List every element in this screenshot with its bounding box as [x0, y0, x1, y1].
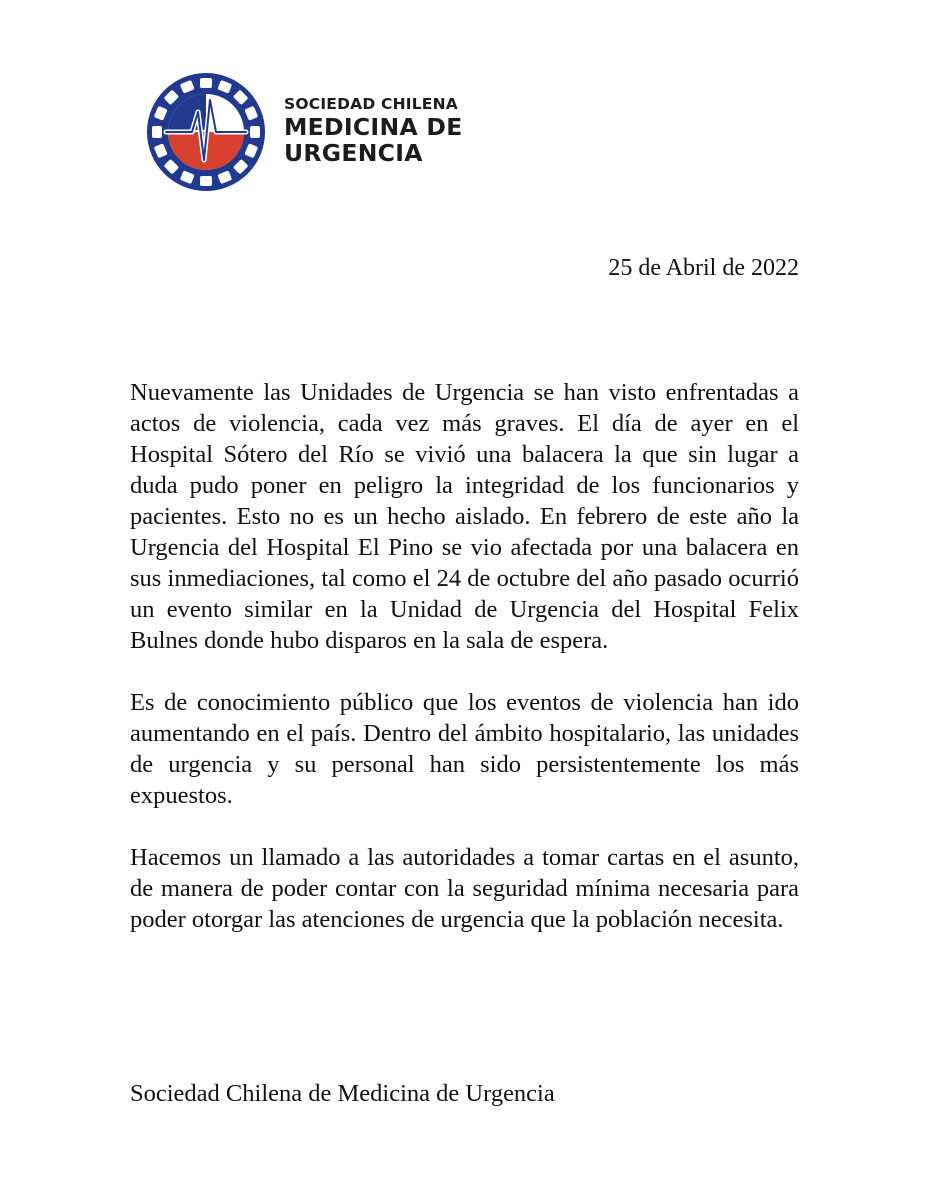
logo-ring-tile — [200, 78, 212, 88]
org-name-line1: SOCIEDAD CHILENA — [284, 94, 458, 113]
org-name-line2: MEDICINA DE — [284, 113, 463, 142]
logo-ring-tile — [152, 126, 162, 138]
logo-ring-tile — [250, 126, 260, 138]
emergency-medicine-logo-icon — [146, 72, 266, 192]
letterhead — [146, 72, 463, 192]
paragraph-3: Hacemos un llamado a las autoridades a tomar cartas en el asunto, de manera de poder contar con la seguridad mínima necesaria para poder otorgar las atenciones de urgencia que la población necesita. — [130, 844, 799, 933]
letter-date: 25 de Abril de 2022 — [608, 255, 799, 281]
organization-name — [284, 94, 463, 168]
signature: Sociedad Chilena de Medicina de Urgencia — [130, 1080, 555, 1107]
paragraph-1: Nuevamente las Unidades de Urgencia se han visto enfrentadas a actos de violencia, cada vez más graves. El día de ayer en el Hospital Sótero del Río se vivió una balacera la que sin lugar a duda pudo poner en peligro la integridad de los funcionarios y pacientes. Esto no es un hecho aislado. En febrero de este año la Urgencia del Hospital El Pino se vio afectada por una balacera en sus inmediaciones, tal como el 24 de octubre del año pasado ocurrió un evento similar en la Unidad de Urgencia del Hospital Felix Bulnes donde hubo disparos en la sala de espera. — [130, 379, 799, 654]
letter-body — [130, 377, 799, 966]
org-name-line3: URGENCIA — [284, 138, 423, 167]
logo-ring-tile — [200, 176, 212, 186]
paragraph-2: Es de conocimiento público que los eventos de violencia han ido aumentando en el país. Dentro del ámbito hospitalario, las unidades de urgencia y su personal han sido persistentemente los más expuestos. — [130, 689, 799, 809]
